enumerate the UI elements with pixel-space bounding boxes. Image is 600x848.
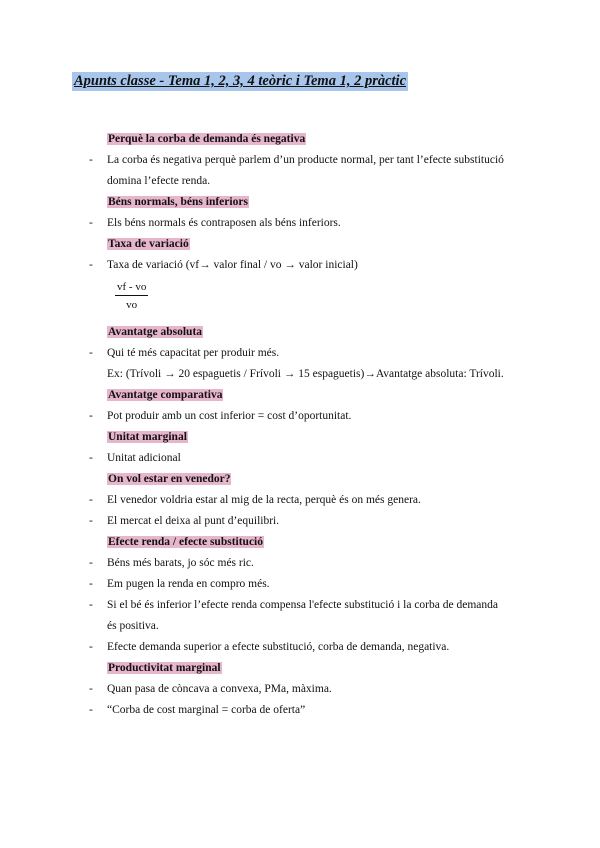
section-heading: [107, 469, 549, 490]
bullet-text: Taxa de variació (vf→ valor final / vo → valor inicial): [107, 259, 358, 271]
bullet-text: Els béns normals és contraposen als béns inferiors.: [107, 217, 341, 229]
bullet-text: El mercat el deixa al punt d’equilibri.: [107, 515, 280, 527]
bullet-dash: -: [89, 154, 93, 166]
bullet-text: Quan pasa de còncava a convexa, PMa, màxima.: [107, 683, 332, 695]
bullet-dash: -: [89, 410, 93, 422]
bullet-item: [89, 213, 549, 234]
section-heading-text: Efecte renda / efecte substitució: [108, 536, 263, 548]
section-heading-text: Productivitat marginal: [108, 662, 221, 674]
bullet-item: [89, 553, 549, 574]
section-heading: [107, 385, 549, 406]
bullet-item: [89, 448, 549, 469]
section-heading: [107, 129, 549, 150]
bullet-text: Qui té més capacitat per produir més.: [107, 347, 280, 359]
bullet-item: [89, 637, 549, 658]
bullet-text: El venedor voldria estar al mig de la recta, perquè és on més genera.: [107, 494, 421, 506]
bullet-dash: -: [89, 578, 93, 590]
fraction-numerator: vf - vo: [115, 280, 148, 296]
section-heading-text: On vol estar en venedor?: [108, 473, 231, 485]
section-heading: [107, 532, 549, 553]
section-heading: [107, 234, 549, 255]
bullet-continuation: Ex: (Trívoli → 20 espaguetis / Frívoli → 15 espaguetis)→Avantatge absoluta: Trívoli.: [107, 368, 504, 380]
section-heading: [107, 658, 549, 679]
notes-content: [89, 129, 549, 721]
bullet-dash: -: [89, 599, 93, 611]
bullet-dash: -: [89, 452, 93, 464]
document-title: Apunts classe - Tema 1, 2, 3, 4 teòric i Tema 1, 2 pràctic: [74, 73, 407, 89]
section-heading: [107, 427, 549, 448]
bullet-text: Si el bé és inferior l’efecte renda compensa l'efecte substitució i la corba de demanda: [107, 599, 498, 611]
section-heading-text: Taxa de variació: [108, 238, 189, 250]
section-heading-text: Perquè la corba de demanda és negativa: [108, 133, 306, 145]
bullet-item: [89, 343, 549, 364]
bullet-text: Unitat adicional: [107, 452, 181, 464]
formula-fraction: [115, 280, 148, 312]
bullet-continuation: domina l’efecte renda.: [107, 175, 211, 187]
bullet-text: Efecte demanda superior a efecte substitució, corba de demanda, negativa.: [107, 641, 450, 653]
section-heading-text: Unitat marginal: [108, 431, 187, 443]
bullet-text: Em pugen la renda en compro més.: [107, 578, 270, 590]
section-heading-text: Avantatge absoluta: [108, 326, 203, 338]
bullet-dash: -: [89, 347, 93, 359]
bullet-dash: -: [89, 641, 93, 653]
bullet-item: [89, 679, 549, 700]
bullet-dash: -: [89, 494, 93, 506]
bullet-item: [89, 150, 549, 171]
bullet-dash: -: [89, 515, 93, 527]
section-heading: [107, 192, 549, 213]
bullet-item: [89, 700, 549, 721]
bullet-text: Pot produir amb un cost inferior = cost d’oportunitat.: [107, 410, 352, 422]
section-heading-text: Béns normals, béns inferiors: [108, 196, 248, 208]
bullet-item: [89, 595, 549, 616]
bullet-dash: -: [89, 704, 93, 716]
bullet-text: “Corba de cost marginal = corba de oferta”: [107, 704, 306, 716]
bullet-item: [89, 255, 549, 276]
bullet-dash: -: [89, 557, 93, 569]
bullet-item: [89, 574, 549, 595]
bullet-text: Béns més barats, jo sóc més ric.: [107, 557, 254, 569]
bullet-continuation: és positiva.: [107, 620, 159, 632]
bullet-item: [89, 490, 549, 511]
bullet-item: [89, 511, 549, 532]
bullet-dash: -: [89, 217, 93, 229]
bullet-item: [89, 406, 549, 427]
section-heading: [107, 322, 549, 343]
bullet-dash: -: [89, 683, 93, 695]
bullet-text: La corba és negativa perquè parlem d’un producte normal, per tant l’efecte substitució: [107, 154, 504, 166]
section-heading-text: Avantatge comparativa: [108, 389, 223, 401]
fraction-denominator: vo: [126, 299, 138, 311]
bullet-dash: -: [89, 259, 93, 271]
